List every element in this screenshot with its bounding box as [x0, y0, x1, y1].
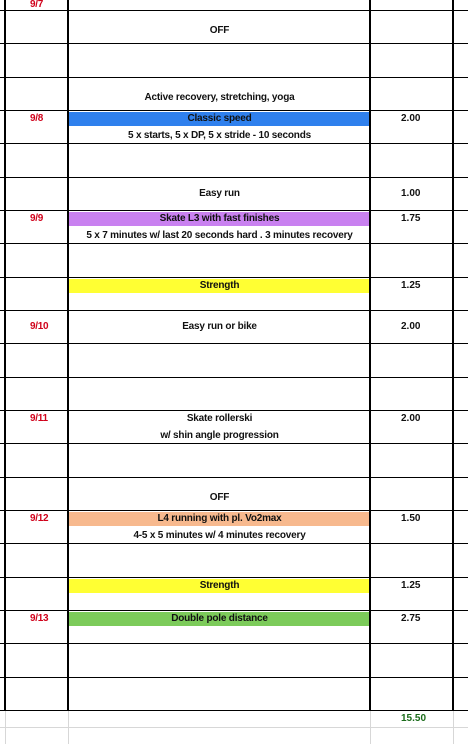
workout-title: OFF	[209, 492, 230, 503]
workout-title-highlighted: Double pole distance	[69, 612, 370, 626]
date-cell[interactable]	[6, 0, 68, 10]
hours-value: 1.75	[401, 213, 421, 224]
empty-cell[interactable]	[454, 0, 468, 10]
date-cell[interactable]	[6, 511, 68, 543]
empty-cell[interactable]	[454, 644, 468, 677]
workout-title: Easy run	[199, 188, 240, 199]
gridline-horizontal	[0, 643, 468, 644]
workout-title-highlighted: Skate L3 with fast finishes	[69, 212, 370, 226]
table-row	[0, 644, 468, 677]
date-text: 9/9	[30, 213, 44, 224]
hours-value: 2.00	[401, 113, 421, 124]
total-hours: 15.50	[401, 713, 427, 724]
empty-cell[interactable]	[454, 144, 468, 177]
workout-cell[interactable]	[69, 11, 370, 43]
date-cell[interactable]	[6, 544, 68, 577]
empty-cell[interactable]	[454, 678, 468, 710]
empty-cell[interactable]	[454, 411, 468, 443]
date-cell[interactable]	[6, 344, 68, 377]
empty-cell[interactable]	[454, 78, 468, 110]
workout-cell[interactable]	[69, 644, 370, 677]
table-row	[0, 211, 468, 243]
table-row	[0, 278, 468, 310]
table-row	[0, 444, 468, 477]
workout-cell[interactable]	[69, 478, 370, 510]
hours-cell[interactable]	[371, 111, 453, 143]
workout-cell[interactable]	[69, 611, 370, 643]
date-cell[interactable]	[6, 678, 68, 710]
hours-cell[interactable]	[371, 311, 453, 343]
gridline-vertical	[4, 0, 6, 710]
workout-cell[interactable]	[69, 0, 370, 10]
table-row	[0, 378, 468, 410]
date-cell[interactable]	[6, 178, 68, 210]
table-row	[0, 678, 468, 710]
gridline-horizontal	[0, 43, 468, 44]
workout-cell[interactable]	[69, 378, 370, 410]
workout-title: Easy run or bike	[182, 321, 257, 332]
table-row	[0, 511, 468, 543]
empty-cell[interactable]	[454, 278, 468, 310]
hours-cell[interactable]	[371, 244, 453, 277]
workout-cell[interactable]	[69, 211, 370, 243]
workout-cell[interactable]	[69, 578, 370, 610]
empty-cell[interactable]	[454, 311, 468, 343]
hours-cell[interactable]	[371, 578, 453, 610]
date-cell[interactable]	[6, 244, 68, 277]
hours-cell[interactable]	[371, 0, 453, 10]
gridline-horizontal	[0, 210, 468, 211]
workout-cell[interactable]	[69, 411, 370, 443]
hours-cell[interactable]	[371, 278, 453, 310]
hours-value: 2.00	[401, 413, 421, 424]
date-cell[interactable]	[6, 78, 68, 110]
table-row	[0, 144, 468, 177]
hours-value: 1.50	[401, 513, 421, 524]
empty-cell[interactable]	[454, 511, 468, 543]
gridline-horizontal	[0, 543, 468, 544]
hours-cell[interactable]	[371, 511, 453, 543]
workout-title-highlighted: Strength	[69, 279, 370, 293]
gridline-horizontal	[0, 10, 468, 11]
empty-cell[interactable]	[454, 44, 468, 77]
date-text: 9/8	[30, 113, 44, 124]
gridline-horizontal	[0, 577, 468, 578]
empty-cell[interactable]	[454, 478, 468, 510]
date-cell[interactable]	[6, 611, 68, 643]
date-cell[interactable]	[6, 44, 68, 77]
empty-cell[interactable]	[454, 611, 468, 643]
date-cell[interactable]	[6, 144, 68, 177]
workout-cell[interactable]	[69, 678, 370, 710]
gridline-vertical	[369, 0, 371, 710]
date-text: 9/13	[30, 613, 49, 624]
gridline-horizontal	[0, 177, 468, 178]
table-row	[0, 311, 468, 343]
workout-title: Skate rollerski	[186, 413, 253, 424]
table-row	[0, 78, 468, 110]
workout-cell[interactable]	[69, 78, 370, 110]
hours-cell[interactable]	[371, 211, 453, 243]
workout-detail: 5 x 7 minutes w/ last 20 seconds hard . 3 minutes recovery	[86, 230, 353, 241]
gridline-horizontal	[0, 143, 468, 144]
gridline-horizontal	[0, 310, 468, 311]
workout-cell[interactable]	[69, 511, 370, 543]
workout-detail: 5 x starts, 5 x DP, 5 x stride - 10 seconds	[128, 130, 311, 141]
workout-cell[interactable]	[69, 44, 370, 77]
date-cell[interactable]	[6, 278, 68, 310]
date-text: 9/10	[30, 321, 49, 332]
table-row	[0, 0, 468, 10]
date-text: 9/12	[30, 513, 49, 524]
hours-cell[interactable]	[371, 378, 453, 410]
date-text: 9/11	[30, 413, 48, 424]
workout-title-highlighted: Strength	[69, 579, 370, 593]
hours-cell[interactable]	[371, 144, 453, 177]
hours-cell[interactable]	[371, 178, 453, 210]
gridline-vertical	[452, 0, 454, 710]
table-row	[0, 411, 468, 443]
date-cell[interactable]	[6, 211, 68, 243]
gridline-faint	[0, 727, 468, 728]
workout-detail: w/ shin angle progression	[160, 430, 279, 441]
empty-cell[interactable]	[454, 211, 468, 243]
date-cell[interactable]	[6, 478, 68, 510]
date-cell[interactable]	[6, 111, 68, 143]
gridline-horizontal	[0, 343, 468, 344]
workout-title: Active recovery, stretching, yoga	[144, 92, 295, 103]
date-text: 9/7	[30, 0, 44, 10]
hours-value: 1.25	[401, 280, 421, 291]
empty-cell[interactable]	[454, 111, 468, 143]
gridline-horizontal	[0, 410, 468, 411]
workout-cell[interactable]	[69, 178, 370, 210]
workout-title: OFF	[209, 25, 230, 36]
workout-detail: 4-5 x 5 minutes w/ 4 minutes recovery	[133, 530, 306, 541]
hours-cell[interactable]	[371, 78, 453, 110]
workout-cell[interactable]	[69, 311, 370, 343]
gridline-horizontal	[0, 477, 468, 478]
date-cell[interactable]	[6, 311, 68, 343]
table-row	[0, 578, 468, 610]
hours-cell[interactable]	[371, 644, 453, 677]
hours-cell[interactable]	[371, 11, 453, 43]
hours-cell[interactable]	[371, 344, 453, 377]
workout-cell[interactable]	[69, 278, 370, 310]
gridline-horizontal	[0, 443, 468, 444]
hours-cell[interactable]	[371, 44, 453, 77]
table-row	[0, 478, 468, 510]
hours-cell[interactable]	[371, 678, 453, 710]
hours-cell[interactable]	[371, 478, 453, 510]
empty-cell[interactable]	[454, 344, 468, 377]
empty-cell[interactable]	[454, 244, 468, 277]
gridline-horizontal	[0, 77, 468, 78]
workout-cell[interactable]	[69, 111, 370, 143]
date-cell[interactable]	[6, 378, 68, 410]
table-row	[0, 11, 468, 43]
gridline-horizontal	[0, 510, 468, 511]
gridline-horizontal	[0, 277, 468, 278]
date-cell[interactable]	[6, 578, 68, 610]
workout-cell[interactable]	[69, 344, 370, 377]
date-cell[interactable]	[6, 411, 68, 443]
hours-cell[interactable]	[371, 611, 453, 643]
hours-value: 1.25	[401, 580, 421, 591]
gridline-horizontal	[0, 677, 468, 678]
gridline-vertical	[67, 0, 69, 710]
date-cell[interactable]	[6, 644, 68, 677]
table-row	[0, 244, 468, 277]
table-row	[0, 544, 468, 577]
workout-cell[interactable]	[69, 444, 370, 477]
empty-cell[interactable]	[454, 444, 468, 477]
empty-cell[interactable]	[454, 578, 468, 610]
table-row	[0, 111, 468, 143]
hours-cell[interactable]	[371, 444, 453, 477]
workout-title-highlighted: Classic speed	[69, 112, 370, 126]
table-row	[0, 611, 468, 643]
hours-value: 1.00	[401, 188, 421, 199]
hours-value: 2.75	[401, 613, 421, 624]
table-row	[0, 178, 468, 210]
workout-cell[interactable]	[69, 544, 370, 577]
table-row	[0, 44, 468, 77]
empty-cell[interactable]	[454, 544, 468, 577]
empty-cell[interactable]	[454, 378, 468, 410]
hours-cell[interactable]	[371, 544, 453, 577]
empty-cell[interactable]	[454, 178, 468, 210]
gridline-horizontal	[0, 377, 468, 378]
date-cell[interactable]	[6, 444, 68, 477]
table-row	[0, 344, 468, 377]
workout-title-highlighted: L4 running with pl. Vo2max	[69, 512, 370, 526]
date-cell[interactable]	[6, 11, 68, 43]
gridline-horizontal	[0, 610, 468, 611]
hours-cell[interactable]	[371, 411, 453, 443]
gridline-horizontal	[0, 243, 468, 244]
workout-cell[interactable]	[69, 244, 370, 277]
gridline-horizontal	[0, 110, 468, 111]
hours-value: 2.00	[401, 321, 421, 332]
empty-cell[interactable]	[454, 11, 468, 43]
workout-cell[interactable]	[69, 144, 370, 177]
